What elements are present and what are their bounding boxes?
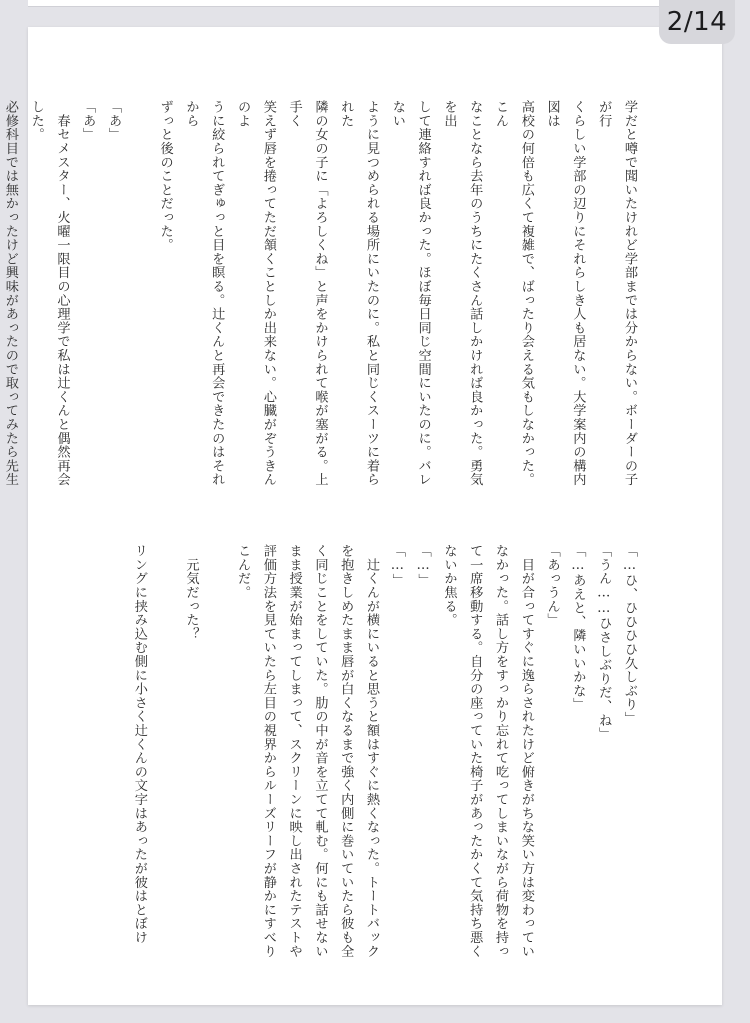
text-line: 元気だった？	[183, 544, 199, 641]
text-line: 「…あえと、隣いいかな」	[570, 544, 586, 712]
text-line: なことなら去年のうちにたくさん話しかければ良かった。勇気を出	[441, 100, 483, 487]
text-line: 「…ひ、ひひひひ久しぶり」	[622, 544, 637, 726]
text-line	[152, 544, 178, 964]
text-line: くらしい学部の辺りにそれらしき人も居ない。大学案内の構内図は	[544, 100, 586, 487]
text-line: ないか焦る。	[441, 544, 457, 627]
text-line: 春セメスター、火曜一限目の心理学で私は辻くんと偶然再会した。	[28, 100, 70, 487]
vertical-text-block-bottom	[126, 544, 642, 964]
text-line: リングに挟み込む側に小さく辻くんの文字はあったが彼はとぼけ	[131, 544, 147, 945]
page-indicator: 2/14	[659, 0, 735, 44]
text-line: く同じことをしていた。肋の中が音を立てて軋む。何にも話せない	[312, 544, 328, 958]
text-line: なかった。話し方をすっかり忘れて吃ってしまいながら荷物を持っ	[493, 544, 509, 958]
text-line: 「…」	[415, 544, 431, 588]
text-line: 必修科目では無かったけど興味があったので取ってみたら先生	[2, 100, 18, 487]
text-line: 笑えず唇を捲ってただ頷くことしか出来ない。心臓がぞうきんのよ	[235, 100, 276, 487]
text-line: まま授業が始まってしまって、スクリーンに映し出されたテストや	[286, 544, 302, 958]
text-line: 隣の女の子に「よろしくね」と声をかけられて喉が塞がる。上手く	[286, 100, 328, 487]
document-page	[2, 27, 722, 1005]
text-line: ように見つめられる場所にいたのに。私と同じくスーツに着られた	[338, 100, 380, 487]
text-line: 「あっうん」	[544, 544, 560, 627]
text-line: を抱きしめたまま唇が白くなるまで強く内側に巻いていたら彼も全	[338, 544, 354, 958]
text-line: 評価方法を見ていたら左目の視界からルーズリーフが静かにすべり	[260, 544, 276, 958]
text-line	[126, 100, 152, 500]
previous-page-edge	[28, 0, 722, 7]
text-line: 「あ」	[80, 100, 96, 142]
vertical-text-block-top	[0, 100, 642, 500]
text-line: て一席移動する。自分の座っていた椅子があったかくて気持ち悪く	[467, 544, 483, 958]
text-line: 学だと噂で聞いたけれど学部までは分からない。ボーダーの子が行	[596, 100, 637, 487]
text-line: 高校の何倍も広くて複雑で、ばったり会える気もしなかった。こん	[493, 100, 534, 487]
text-line: 「…」	[389, 544, 405, 588]
text-line: 目が合ってすぐに逸らされたけど俯きがちな笑い方は変わってい	[518, 544, 534, 958]
text-line: ずっと後のことだった。	[157, 100, 173, 252]
text-line: うに絞られてぎゅっと目を瞑る。辻くんと再会できたのはそれから	[183, 100, 225, 487]
text-line: 「うん……ひさしぶりだ、ね」	[596, 544, 612, 741]
text-line: して連絡すれば良かった。ほぼ毎日同じ空間にいたのに。バレない	[389, 100, 431, 487]
text-line	[203, 544, 229, 964]
text-line: 「あ」	[106, 100, 122, 142]
text-line: こんだ。	[235, 544, 251, 600]
text-line: 辻くんが横にいると思うと額はすぐに熱くなった。トートバック	[364, 544, 380, 958]
